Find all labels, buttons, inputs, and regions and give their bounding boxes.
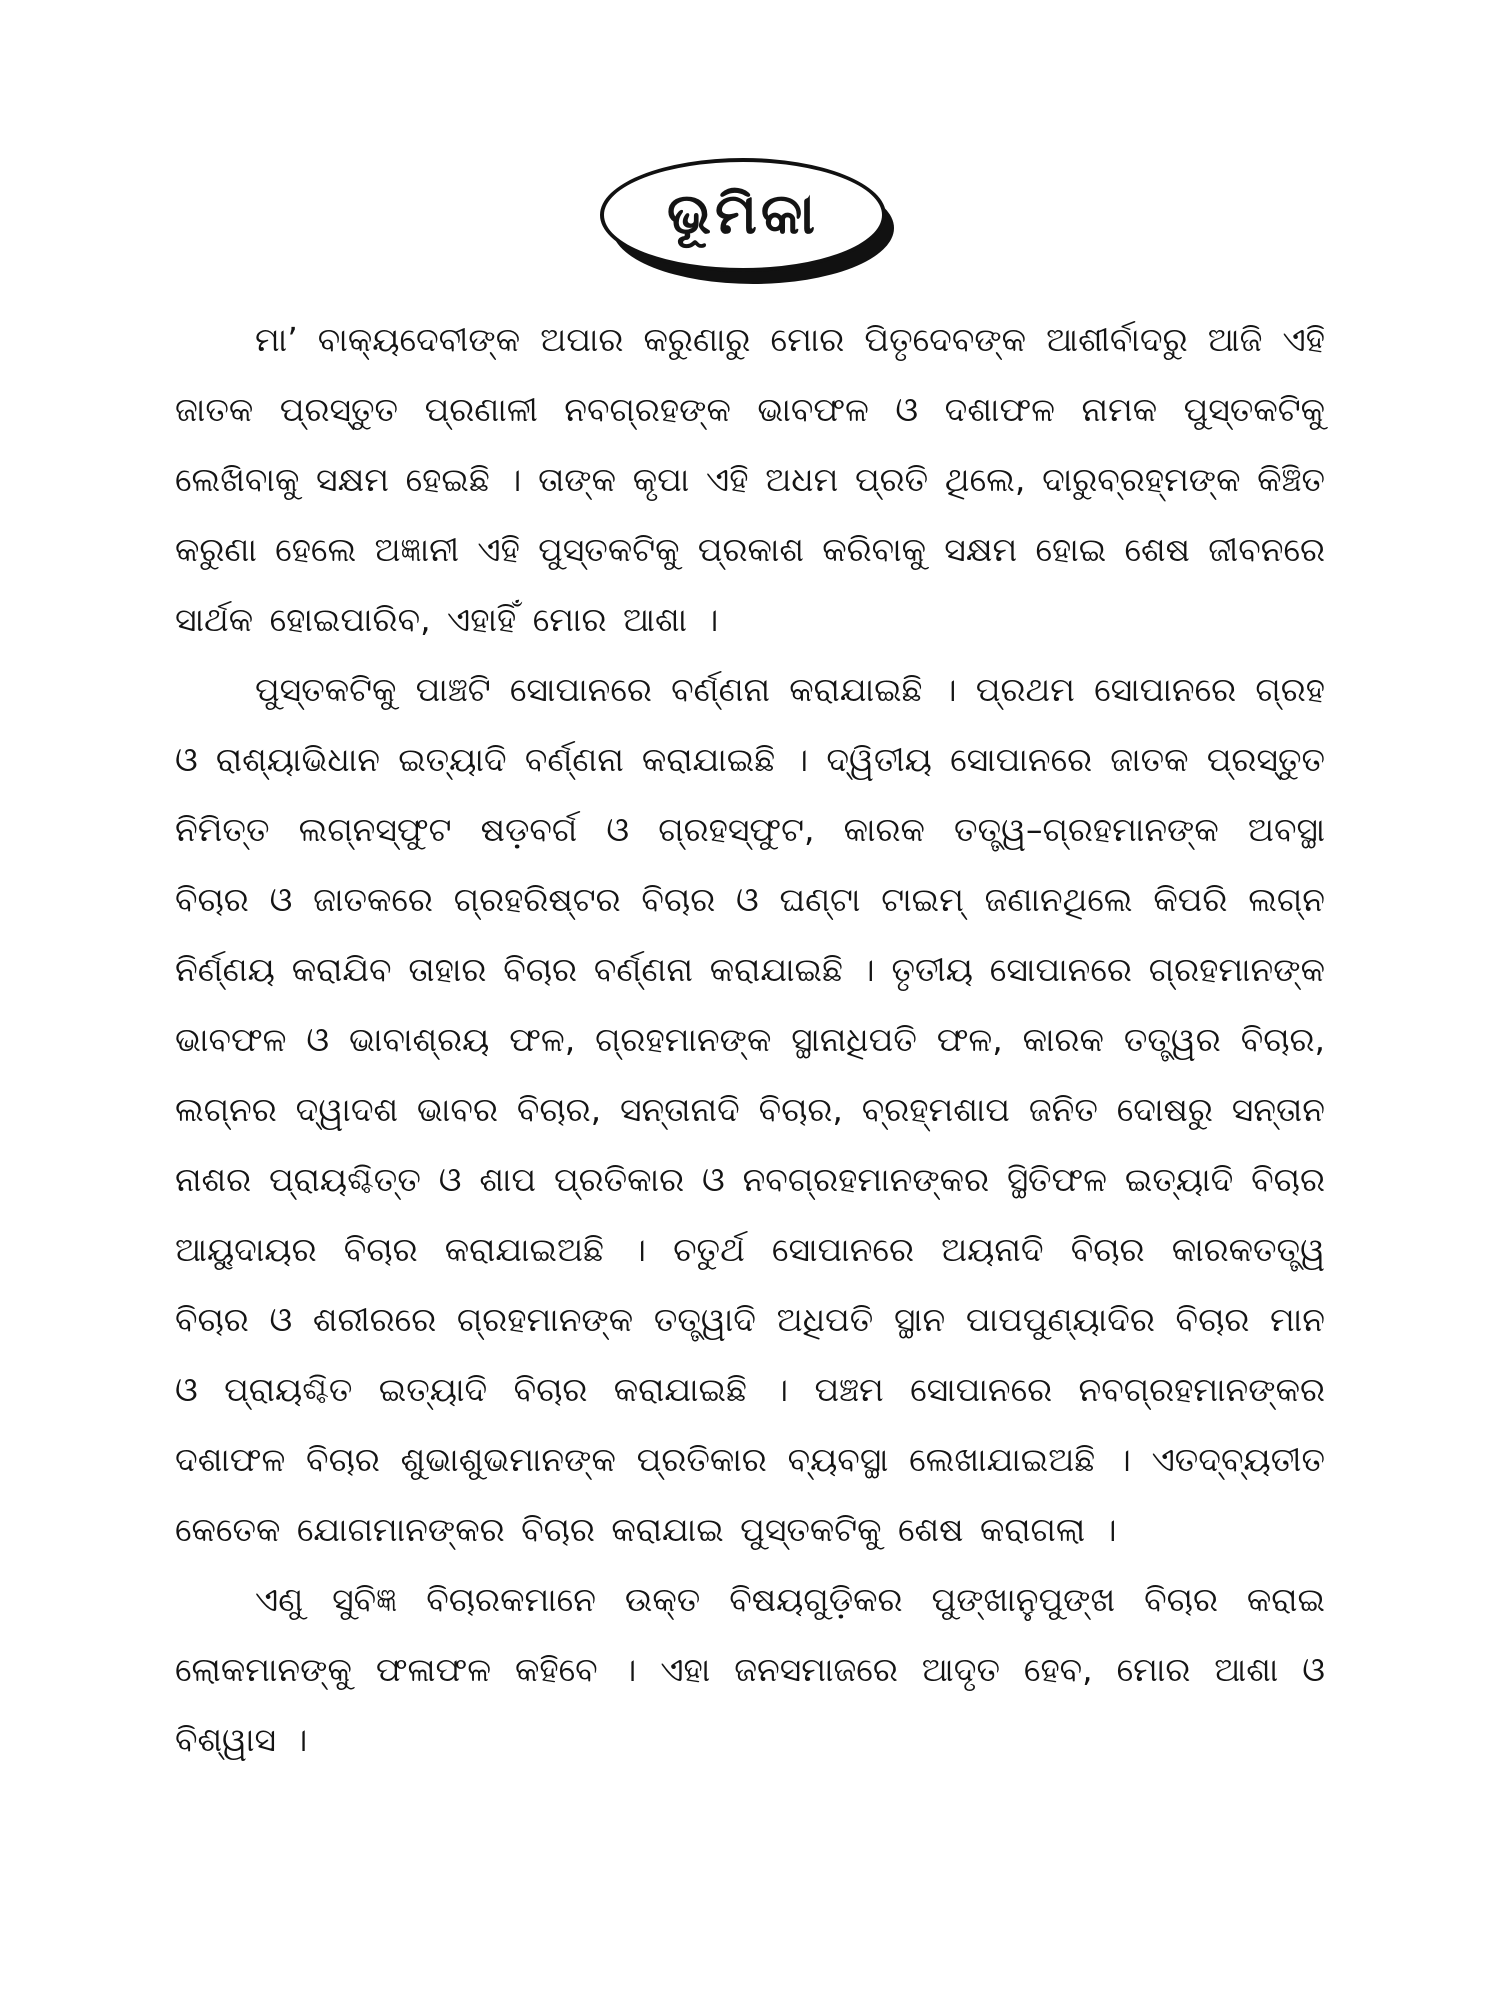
paragraph-2: ପୁସ୍ତକଟିକୁ ପାଞ୍ଚଟି ସୋପାନରେ ବର୍ଣ୍ଣନା କରାଯାଇଛି । ପ୍ରଥମ ସୋପାନରେ ଗ୍ରହ ଓ ରାଶ୍ୟାଭିଧାନ ଇତ୍ୟାଦି ବର୍ଣ୍ଣନା କରାଯାଇଛି । ଦ୍ୱିତୀୟ ସୋପାନରେ ଜାତକ ପ୍ରସ୍ତୁତ ନିମିତ୍ତ ଲଗ୍ନସ୍ଫୁଟ ଷଡ଼ବର୍ଗ ଓ ଗ୍ରହସ୍ଫୁଟ, କାରକ ତତ୍ତ୍ୱ–ଗ୍ରହମାନଙ୍କ ଅବସ୍ଥା ବିଚାର ଓ ଜାତକରେ ଗ୍ରହରିଷ୍ଟର ବିଚାର ଓ ଘଣ୍ଟା ଟାଇମ୍ ଜଣାନଥିଲେ କିପରି ଲଗ୍ନ ନିର୍ଣ୍ଣୟ କରାଯିବ ତାହାର ବିଚାର ବର୍ଣ୍ଣନା କରାଯାଇଛି । ତୃତୀୟ ସୋପାନରେ ଗ୍ରହମାନଙ୍କ ଭାବଫଳ ଓ ଭାବାଶ୍ରୟ ଫଳ, ଗ୍ରହମାନଙ୍କ ସ୍ଥାନାଧିପତି ଫଳ, କାରକ ତତ୍ତ୍ୱର ବିଚାର, ଲଗ୍ନର ଦ୍ୱାଦଶ ଭାବର ବିଚାର, ସନ୍ତାନାଦି ବିଚାର, ବ୍ରହ୍ମଶାପ ଜନିତ ଦୋଷରୁ ସନ୍ତାନ ନାଶର ପ୍ରାୟଶ୍ଚିତ୍ତ ଓ ଶାପ ପ୍ରତିକାର ଓ ନବଗ୍ରହମାନଙ୍କର ସ୍ଥିତିଫଳ ଇତ୍ୟାଦି ବିଚାର ଆୟୁଦାୟର ବିଚାର କରାଯାଇଅଛି । ଚତୁର୍ଥ ସୋପାନରେ ଅୟନାଦି ବିଚାର କାରକତତ୍ତ୍ୱ ବିଚାର ଓ ଶରୀରରେ ଗ୍ରହମାନଙ୍କ ତତ୍ତ୍ୱାଦି ଅଧିପତି ସ୍ଥାନ ପାପପୁଣ୍ୟାଦିର ବିଚାର ମାନ ଓ ପ୍ରାୟଶ୍ଚିତ ଇତ୍ୟାଦି ବିଚାର କରାଯାଇଛି । ପଞ୍ଚମ ସୋପାନରେ ନବଗ୍ରହମାନଙ୍କର ଦଶାଫଳ ବିଚାର ଶୁଭାଶୁଭମାନଙ୍କ ପ୍ରତିକାର ବ୍ୟବସ୍ଥା ଲେଖାଯାଇଅଛି । ଏତଦ୍‌ବ୍ୟତୀତ କେତେକ ଯୋଗମାନଙ୍କର ବିଚାର କରାଯାଇ ପୁସ୍ତକଟିକୁ ଶେଷ କରାଗଲା । xyxy=(175,670,1325,1549)
title-oval xyxy=(600,158,886,272)
paragraph-3: ଏଣୁ ସୁବିଜ୍ଞ ବିଚାରକମାନେ ଉକ୍ତ ବିଷୟଗୁଡ଼ିକର ପୁଙ୍ଖାନୁପୁଙ୍ଖ ବିଚାର କରାଇ ଲୋକମାନଙ୍କୁ ଫଳାଫଳ କହିବେ । ଏହା ଜନସମାଜରେ ଆଦୃତ ହେବ, ମୋର ଆଶା ଓ ବିଶ୍ୱାସ । xyxy=(175,1580,1325,1759)
title-badge xyxy=(600,158,900,288)
body-text xyxy=(175,305,1325,1775)
paragraph-1: ମା’ ବାକ୍ୟଦେବୀଙ୍କ ଅପାର କରୁଣାରୁ ମୋର ପିତୃଦେବଙ୍କ ଆଶୀର୍ବାଦରୁ ଆଜି ଏହି ଜାତକ ପ୍ରସ୍ତୁତ ପ୍ରଣାଳୀ ନବଗ୍ରହଙ୍କ ଭାବଫଳ ଓ ଦଶାଫଳ ନାମକ ପୁସ୍ତକଟିକୁ ଲେଖିବାକୁ ସକ୍ଷମ ହେଇଛି । ତାଙ୍କ କୃପା ଏହି ଅଧମ ପ୍ରତି ଥିଲେ, ଦାରୁବ୍ରହ୍ମଙ୍କ କିଞ୍ଚିତ କରୁଣା ହେଲେ ଅଜ୍ଞାନୀ ଏହି ପୁସ୍ତକଟିକୁ ପ୍ରକାଶ କରିବାକୁ ସକ୍ଷମ ହୋଇ ଶେଷ ଜୀବନରେ ସାର୍ଥକ ହୋଇପାରିବ, ଏହାହିଁ ମୋର ଆଶା । xyxy=(175,320,1325,639)
page-title: ଭୂମିକା xyxy=(666,182,820,247)
